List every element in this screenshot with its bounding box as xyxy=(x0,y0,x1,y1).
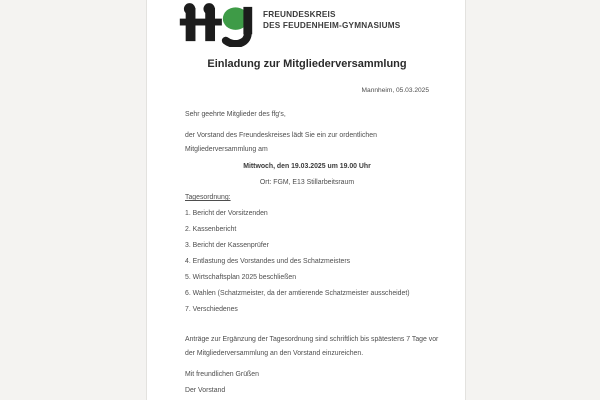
agenda-item: 3. Bericht der Kassenprüfer xyxy=(185,242,269,249)
intro-line1: der Vorstand des Freundeskreises lädt Sie ein zur ordentlichen xyxy=(185,132,377,139)
signature: Der Vorstand xyxy=(185,387,226,394)
meeting-datetime: Mittwoch, den 19.03.2025 um 19.00 Uhr xyxy=(243,163,371,170)
salutation: Sehr geehrte Mitglieder des ffg's, xyxy=(185,111,286,118)
letter-title: Einladung zur Mitgliederversammlung xyxy=(207,58,407,70)
letterhead xyxy=(178,2,429,47)
note-paragraph xyxy=(185,333,439,361)
agenda-heading: Tagesordnung: xyxy=(185,194,231,201)
intro-line2: Mitgliederversammlung am xyxy=(185,146,268,153)
agenda-item: 5. Wirtschaftsplan 2025 beschließen xyxy=(185,274,297,281)
note-line2: der Mitgliederversammlung an den Vorstand einzureichen. xyxy=(185,350,364,357)
agenda-item: 1. Bericht der Vorsitzenden xyxy=(185,210,268,217)
org-name-line1: FREUNDESKREIS xyxy=(263,10,336,19)
agenda-item: 6. Wahlen (Schatzmeister, da der amtierende Schatzmeister ausscheidet) xyxy=(185,290,410,297)
org-name-line2: DES FEUDENHEIM-GYMNASIUMS xyxy=(263,21,401,30)
intro-paragraph xyxy=(185,129,429,157)
note-line1: Anträge zur Ergänzung der Tagesordnung sind schriftlich bis spätestens 7 Tage vor xyxy=(185,336,439,343)
agenda-item: 2. Kassenbericht xyxy=(185,226,237,233)
org-name xyxy=(263,9,400,31)
letter-page xyxy=(146,0,466,400)
agenda-item: 4. Entlastung des Vorstandes und des Schatzmeisters xyxy=(185,258,351,265)
agenda-list xyxy=(185,210,429,313)
dateline: Mannheim, 05.03.2025 xyxy=(361,87,429,94)
ffg-logo-icon xyxy=(178,2,254,47)
meeting-location: Ort: FGM, E13 Stillarbeitsraum xyxy=(259,179,355,186)
closing: Mit freundlichen Grüßen xyxy=(185,371,259,378)
agenda-item: 7. Verschiedenes xyxy=(185,306,238,313)
